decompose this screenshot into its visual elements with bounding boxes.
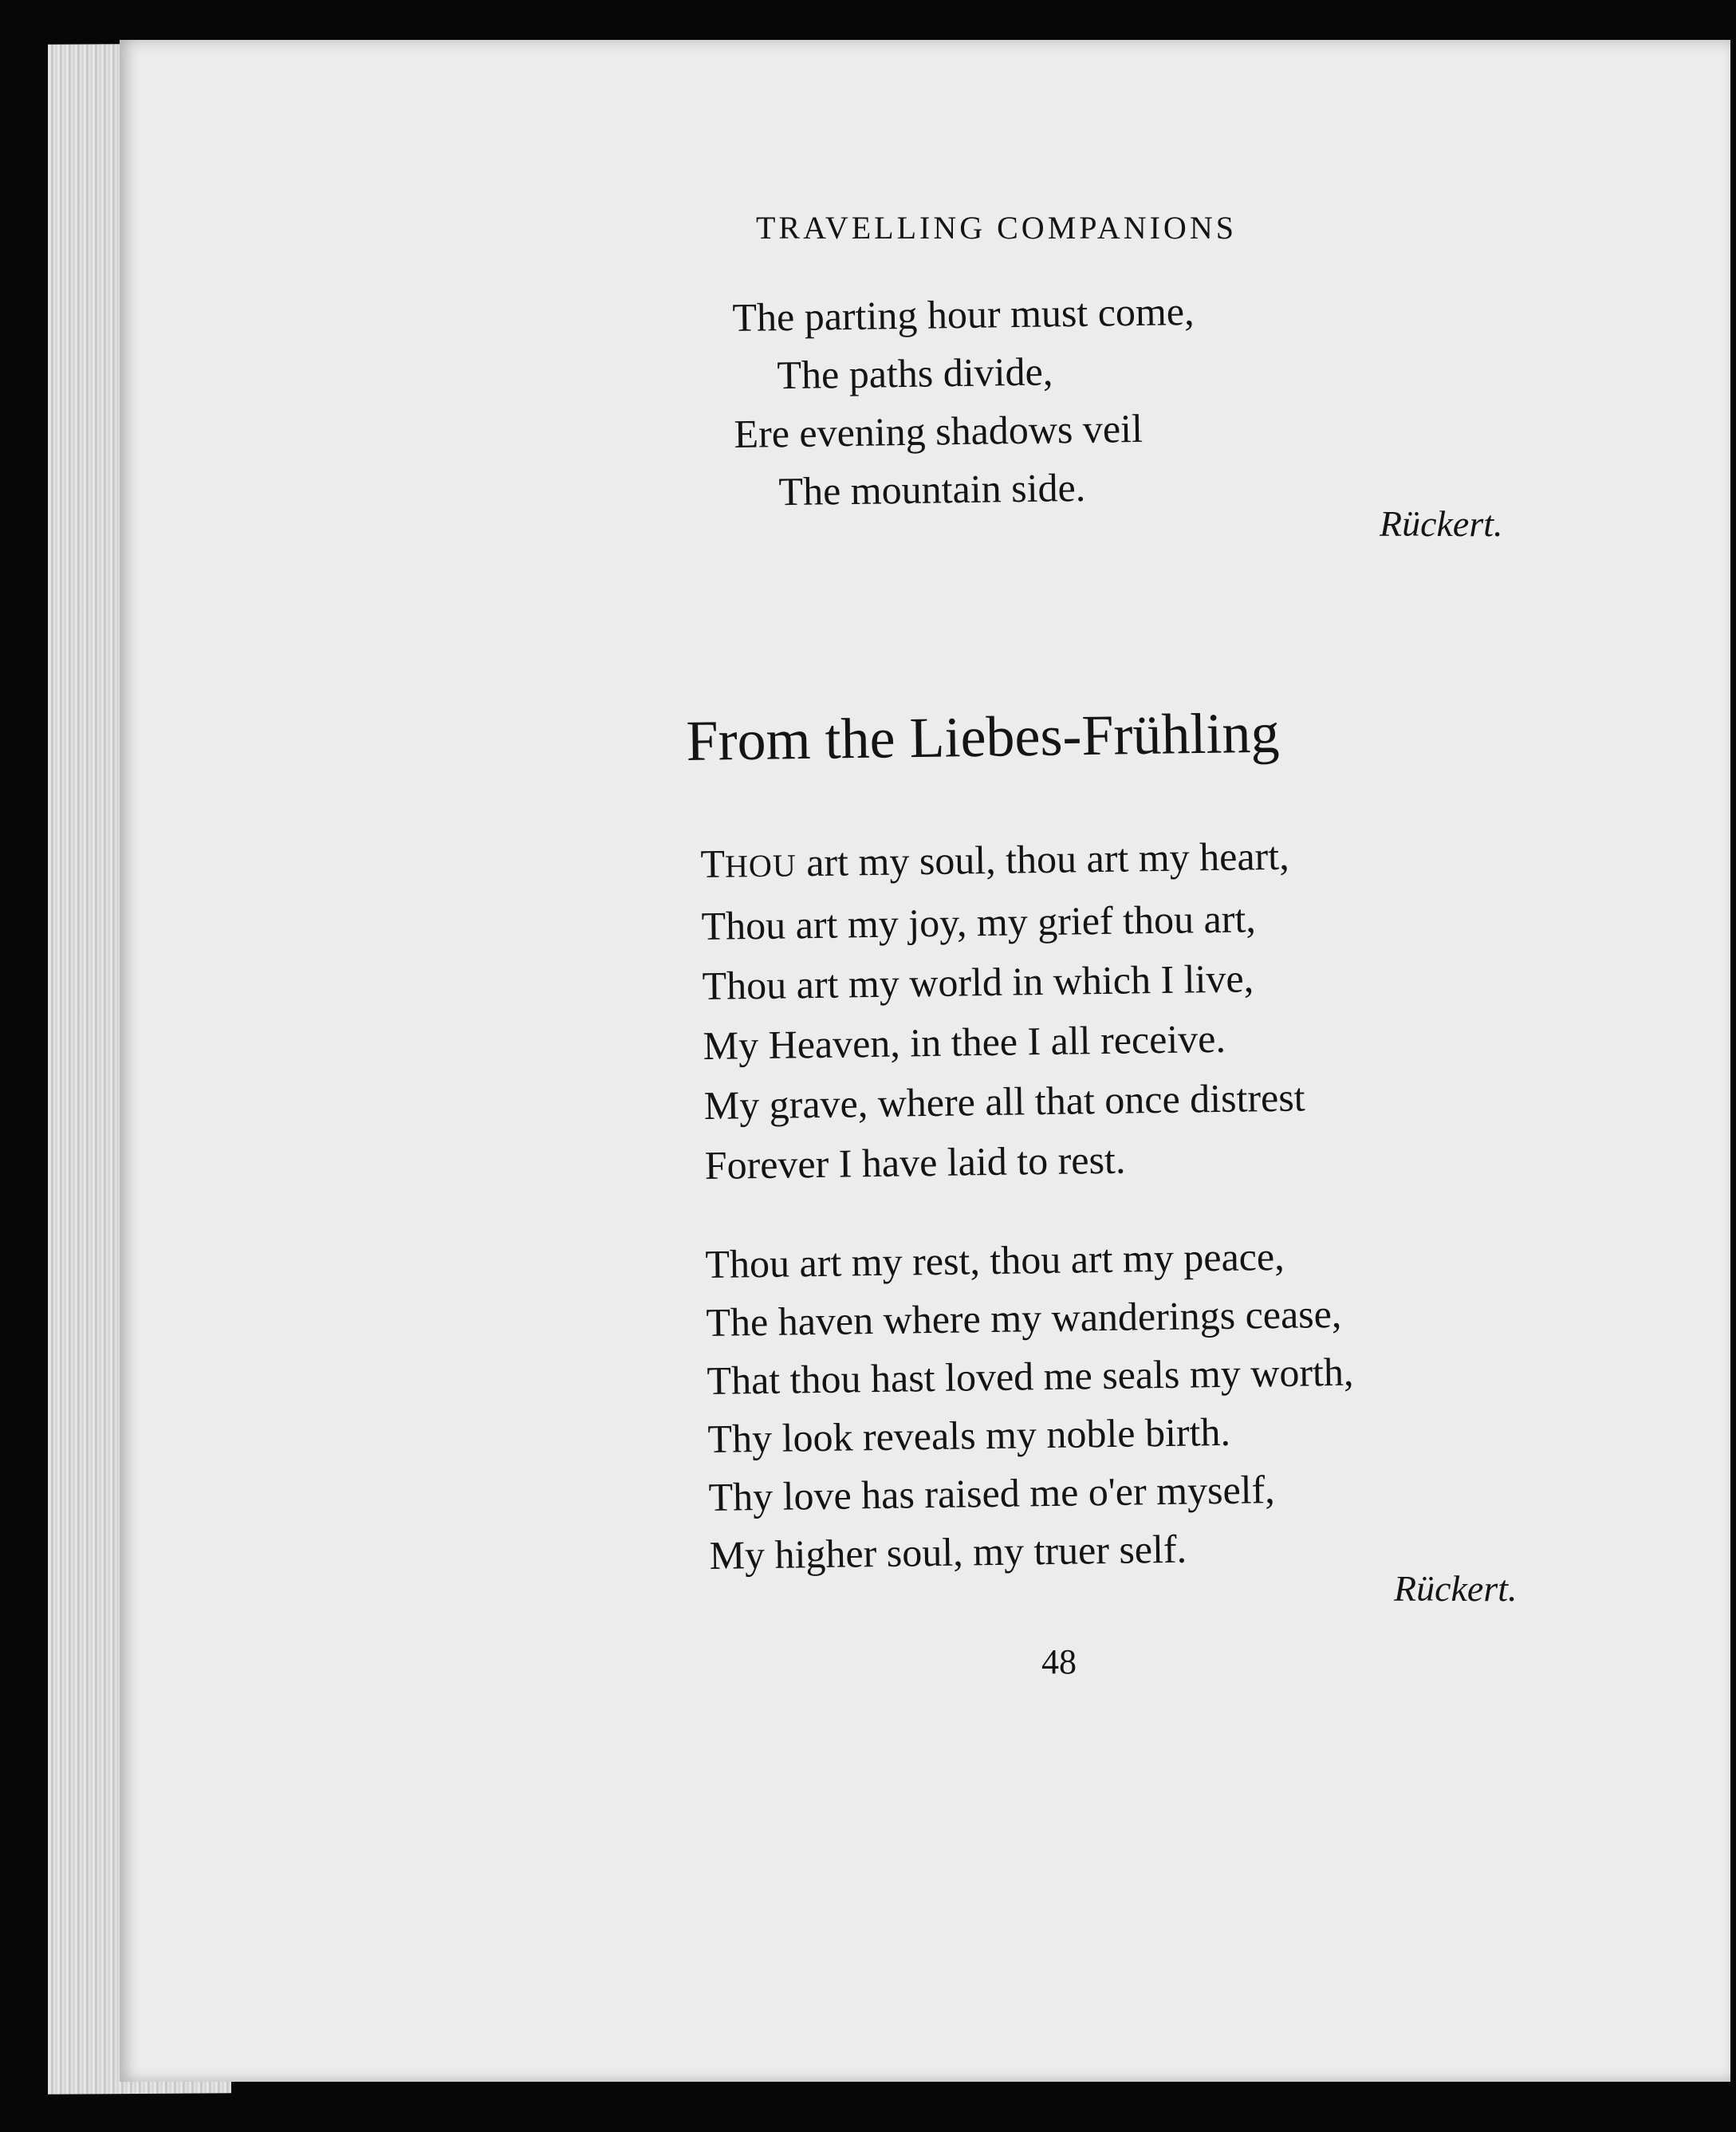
drop-cap: T [700, 841, 726, 886]
stanza-1-line: The mountain side. [778, 464, 1086, 514]
stanza-2-line: My grave, where all that once distrest [703, 1074, 1305, 1128]
page-number: 48 [1041, 1642, 1077, 1681]
stanza-2 [700, 826, 1306, 1195]
stanza-2-first-line [700, 826, 1302, 897]
stanza-1-line: The parting hour must come, [732, 288, 1195, 340]
poem-title: From the Liebes-Frühling [686, 700, 1280, 773]
stanza-3-line: That thou hast loved me seals my worth, [707, 1349, 1354, 1403]
attribution: Rückert. [1380, 503, 1503, 544]
stanza-3-line: Thou art my rest, thou art my peace, [705, 1233, 1285, 1287]
stanza-3-line: Thy look reveals my noble birth. [707, 1409, 1231, 1461]
stanza-2-line: Forever I have laid to rest. [704, 1137, 1126, 1188]
stanza-3-line: My higher soul, my truer self. [709, 1526, 1187, 1578]
first-line-rest: art my soul, thou art my heart, [796, 833, 1289, 885]
stanza-1-line: Ere evening shadows veil [734, 405, 1144, 456]
stanza-2-line: Thou art my world in which I live, [702, 956, 1254, 1008]
stanza-3-line: The haven where my wanderings cease, [706, 1291, 1342, 1345]
stanza-3 [705, 1227, 1356, 1585]
stanza-2-line: Thou art my joy, my grief thou art, [701, 896, 1257, 948]
stanza-1-line: The paths divide, [777, 349, 1053, 398]
attribution: Rückert. [1394, 1568, 1518, 1609]
stanza-1 [732, 282, 1197, 522]
stanza-2-line: My Heaven, in thee I all receive. [703, 1015, 1226, 1068]
running-head: TRAVELLING COMPANIONS [756, 210, 1237, 246]
small-caps-word: HOU [724, 847, 797, 885]
stanza-3-line: Thy love has raised me o'er myself, [708, 1467, 1276, 1519]
